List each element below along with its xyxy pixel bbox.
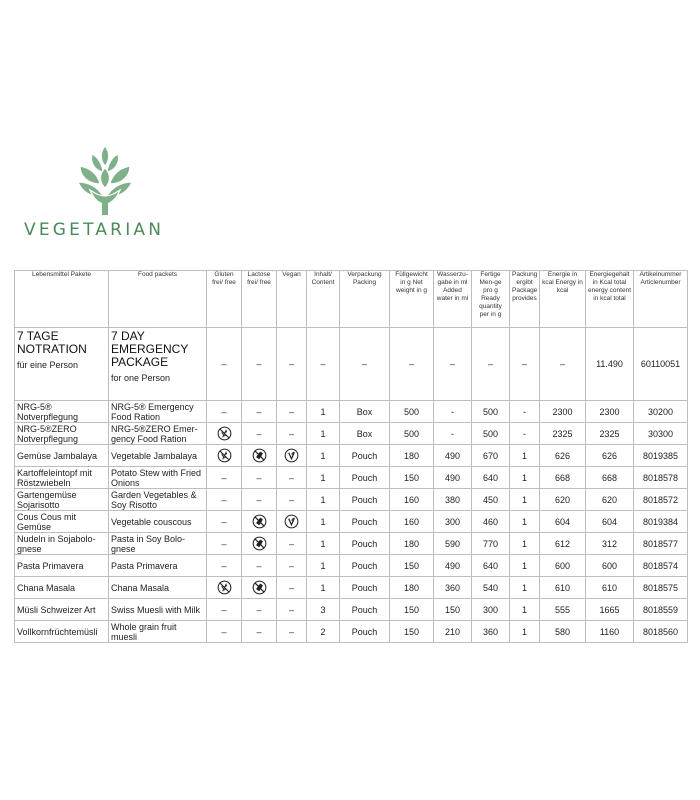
cell-de: Müsli Schweizer Art [15,599,109,621]
cell-gluten [207,423,242,445]
cell-de: NRG-5® Notverpflegung [15,401,109,423]
cell-weight: 500 [390,423,434,445]
cell-lactose: – [242,621,277,643]
lactose-free-icon [252,580,267,595]
package-en [109,328,207,401]
cell-energy-total: 11.490 [586,328,634,401]
cell-en: Vegetable couscous [109,511,207,533]
header-article: Artikelnummer Articlenumber [634,271,688,328]
cell-weight: 150 [390,621,434,643]
cell-vegan: – [277,599,307,621]
cell-article: 8018574 [634,555,688,577]
cell-de: NRG-5®ZERO Notverpflegung [15,423,109,445]
cell-weight: 150 [390,599,434,621]
cell-gluten: – [207,621,242,643]
cell-energy: 555 [540,599,586,621]
cell-de: Gemüse Jambalaya [15,445,109,467]
cell-article: 8018560 [634,621,688,643]
table-row [15,621,688,643]
cell-provides: 1 [510,599,540,621]
cell-de: Gartengemüse Sojarisotto [15,489,109,511]
cell-article: 8018575 [634,577,688,599]
brand-title: VEGETARIAN [24,220,165,240]
cell-lactose: – [242,328,277,401]
header-content: Inhalt/ Content [307,271,340,328]
cell-provides: 1 [510,555,540,577]
cell-water: - [434,423,472,445]
vegan-icon [284,514,299,529]
cell-article: 8018572 [634,489,688,511]
cell-content: 1 [307,533,340,555]
header-energy-total: Energiegehalt in Kcal total energy content in kcal total [586,271,634,328]
cell-article: 8018578 [634,467,688,489]
cell-energy-total: 2300 [586,401,634,423]
cell-energy: 610 [540,577,586,599]
cell-content: 1 [307,489,340,511]
cell-content: 1 [307,401,340,423]
cell-energy: – [540,328,586,401]
cell-water: – [434,328,472,401]
cell-de: Chana Masala [15,577,109,599]
lactose-free-icon [252,514,267,529]
package-row [15,328,688,401]
package-en-sub: for one Person [111,373,171,383]
cell-energy-total: 610 [586,577,634,599]
cell-weight: 150 [390,467,434,489]
table-row [15,401,688,423]
cell-packing: Pouch [340,489,390,511]
cell-water: 360 [434,577,472,599]
table-row [15,577,688,599]
header-weight: Füllgewicht in g Net weight in g [390,271,434,328]
cell-lactose [242,577,277,599]
cell-article: 60110051 [634,328,688,401]
table-row [15,489,688,511]
cell-gluten: – [207,467,242,489]
lactose-free-icon [252,448,267,463]
header-provides: Packung ergibt Package provides [510,271,540,328]
cell-lactose [242,511,277,533]
cell-weight: 180 [390,445,434,467]
cell-provides: 1 [510,467,540,489]
cell-energy-total: 600 [586,555,634,577]
cell-ready: 360 [472,621,510,643]
cell-vegan: – [277,555,307,577]
cell-ready: 500 [472,423,510,445]
package-de-title: 7 TAGE NOTRATION [17,329,87,356]
cell-content: 1 [307,423,340,445]
header-packing: Verpackung Packing [340,271,390,328]
cell-provides: 1 [510,533,540,555]
cell-gluten [207,445,242,467]
cell-en: Pasta in Soy Bolo-gnese [109,533,207,555]
cell-packing: Pouch [340,467,390,489]
cell-lactose [242,445,277,467]
cell-packing: – [340,328,390,401]
header-water: Wasserzu-gabe in ml Added water in ml [434,271,472,328]
cell-water: - [434,401,472,423]
cell-vegan: – [277,621,307,643]
cell-packing: Pouch [340,599,390,621]
cell-content: 1 [307,577,340,599]
gluten-free-icon [217,580,232,595]
product-table [14,270,688,643]
cell-water: 300 [434,511,472,533]
cell-en: Pasta Primavera [109,555,207,577]
cell-lactose: – [242,489,277,511]
table-row [15,423,688,445]
package-de-sub: für eine Person [17,360,79,370]
header-energy: Energie in kcal Energy in kcal [540,271,586,328]
package-de [15,328,109,401]
cell-lactose [242,533,277,555]
cell-weight: 150 [390,555,434,577]
cell-packing: Box [340,423,390,445]
cell-weight: 500 [390,401,434,423]
cell-weight: 160 [390,511,434,533]
cell-gluten: – [207,511,242,533]
cell-ready: 640 [472,467,510,489]
cell-content: 2 [307,621,340,643]
cell-energy: 2325 [540,423,586,445]
cell-article: 8018559 [634,599,688,621]
cell-article: 30300 [634,423,688,445]
cell-packing: Pouch [340,577,390,599]
cell-article: 8019384 [634,511,688,533]
cell-ready: 500 [472,401,510,423]
package-en-title: 7 DAY EMERGENCY PACKAGE [111,329,189,369]
cell-en: Potato Stew with Fried Onions [109,467,207,489]
table-row [15,599,688,621]
cell-article: 8019385 [634,445,688,467]
cell-ready: 770 [472,533,510,555]
cell-ready: 540 [472,577,510,599]
vegan-icon [284,448,299,463]
cell-energy: 668 [540,467,586,489]
cell-ready: 640 [472,555,510,577]
cell-water: 490 [434,467,472,489]
cell-article: 30200 [634,401,688,423]
table-row [15,533,688,555]
cell-en: Swiss Muesli with Milk [109,599,207,621]
cell-en: NRG-5® Emergency Food Ration [109,401,207,423]
table-row [15,555,688,577]
cell-energy-total: 312 [586,533,634,555]
cell-ready: 450 [472,489,510,511]
cell-water: 210 [434,621,472,643]
cell-water: 590 [434,533,472,555]
table-row [15,511,688,533]
cell-energy: 620 [540,489,586,511]
cell-gluten: – [207,489,242,511]
cell-weight: 180 [390,533,434,555]
cell-provides: - [510,401,540,423]
cell-vegan: – [277,423,307,445]
cell-en: Whole grain fruit muesli [109,621,207,643]
cell-de: Nudeln in Sojabolo-gnese [15,533,109,555]
header-en-packets: Food packets [109,271,207,328]
cell-weight: 180 [390,577,434,599]
cell-gluten: – [207,328,242,401]
cell-vegan: – [277,533,307,555]
cell-gluten: – [207,555,242,577]
cell-energy: 580 [540,621,586,643]
cell-water: 490 [434,445,472,467]
header-vegan: Vegan [277,271,307,328]
cell-gluten: – [207,401,242,423]
cell-energy-total: 604 [586,511,634,533]
gluten-free-icon [217,448,232,463]
cell-energy: 600 [540,555,586,577]
cell-energy: 626 [540,445,586,467]
cell-lactose: – [242,555,277,577]
cell-content: 1 [307,511,340,533]
cell-de: Cous Cous mit Gemüse [15,511,109,533]
header-de-packets: Lebensmittel Pakete [15,271,109,328]
cell-water: 490 [434,555,472,577]
header-lactose: Lactose frei/ free [242,271,277,328]
cell-vegan: – [277,577,307,599]
cell-vegan: – [277,489,307,511]
cell-ready: 670 [472,445,510,467]
cell-ready: 300 [472,599,510,621]
cell-lactose: – [242,467,277,489]
cell-energy: 612 [540,533,586,555]
cell-lactose: – [242,401,277,423]
cell-weight: 160 [390,489,434,511]
cell-packing: Pouch [340,621,390,643]
cell-de: Kartoffeleintopf mit Röstzwiebeln [15,467,109,489]
cell-energy-total: 2325 [586,423,634,445]
cell-energy-total: 620 [586,489,634,511]
cell-weight: – [390,328,434,401]
cell-energy-total: 1160 [586,621,634,643]
cell-packing: Pouch [340,555,390,577]
artichoke-icon [70,142,140,217]
cell-ready: – [472,328,510,401]
cell-packing: Pouch [340,445,390,467]
cell-provides: - [510,423,540,445]
cell-packing: Pouch [340,533,390,555]
table-row [15,467,688,489]
header-gluten: Gluten frei/ free [207,271,242,328]
cell-water: 150 [434,599,472,621]
cell-vegan [277,511,307,533]
cell-provides: – [510,328,540,401]
cell-packing: Box [340,401,390,423]
cell-en: Chana Masala [109,577,207,599]
gluten-free-icon [217,426,232,441]
cell-de: Vollkornfrüchtemüsli [15,621,109,643]
cell-content: 1 [307,445,340,467]
cell-provides: 1 [510,489,540,511]
cell-provides: 1 [510,621,540,643]
cell-en: NRG-5®ZERO Emer-gency Food Ration [109,423,207,445]
cell-content: 1 [307,555,340,577]
cell-water: 380 [434,489,472,511]
cell-vegan: – [277,328,307,401]
cell-packing: Pouch [340,511,390,533]
cell-energy: 2300 [540,401,586,423]
cell-en: Garden Vegetables & Soy Risotto [109,489,207,511]
cell-content: 1 [307,467,340,489]
table-row [15,445,688,467]
cell-en: Vegetable Jambalaya [109,445,207,467]
header-ready: Fertige Men-ge pro g Ready quantity per in g [472,271,510,328]
cell-vegan [277,445,307,467]
cell-energy-total: 668 [586,467,634,489]
cell-lactose: – [242,423,277,445]
cell-vegan: – [277,401,307,423]
cell-provides: 1 [510,445,540,467]
cell-provides: 1 [510,577,540,599]
cell-gluten: – [207,599,242,621]
cell-energy-total: 626 [586,445,634,467]
lactose-free-icon [252,536,267,551]
cell-gluten: – [207,533,242,555]
cell-lactose: – [242,599,277,621]
cell-ready: 460 [472,511,510,533]
cell-gluten [207,577,242,599]
cell-content: – [307,328,340,401]
cell-article: 8018577 [634,533,688,555]
cell-energy-total: 1665 [586,599,634,621]
table-header-row [15,271,688,328]
cell-energy: 604 [540,511,586,533]
cell-vegan: – [277,467,307,489]
cell-provides: 1 [510,511,540,533]
cell-de: Pasta Primavera [15,555,109,577]
cell-content: 3 [307,599,340,621]
